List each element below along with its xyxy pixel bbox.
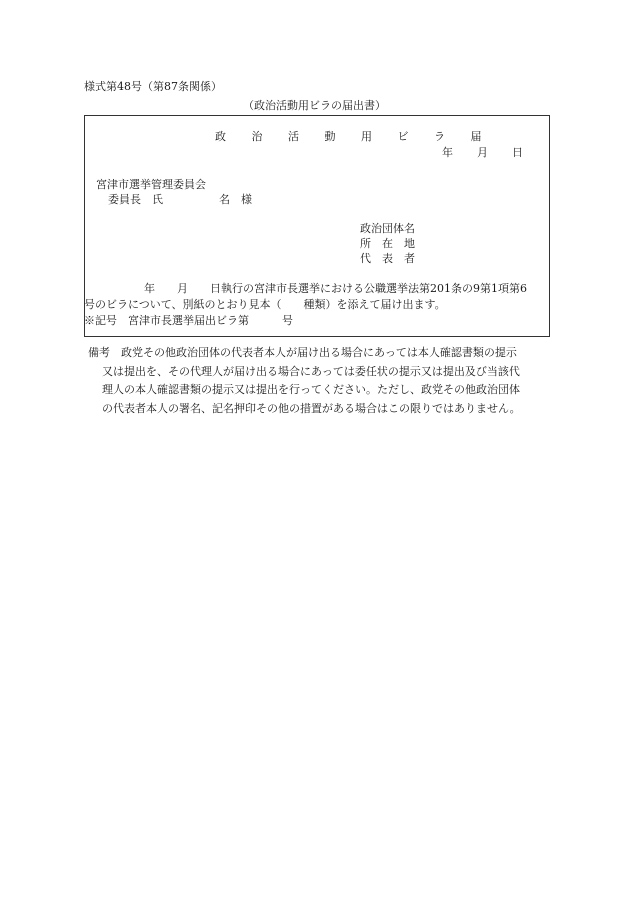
location-label: 所 在 地 xyxy=(360,237,415,250)
addressee-suffix: 名 様 xyxy=(219,193,252,206)
date-day: 日 xyxy=(512,146,523,159)
form-subtitle: （政治活動用ビラの届出書） xyxy=(243,99,386,112)
date-line xyxy=(442,146,523,160)
date-year: 年 xyxy=(442,146,453,159)
form-title: 政 治 活 動 用 ビ ラ 届 xyxy=(215,130,493,143)
note-line-2: 又は提出を、その代理人が届け出る場合にあっては委任状の提示又は提出及び当該代 xyxy=(102,364,520,378)
form-id: 様式第48号（第87条関係） xyxy=(84,80,222,93)
note-line-1: 備考 政党その他政治団体の代表者本人が届け出る場合にあっては本人確認書類の提示 xyxy=(88,346,517,359)
representative-label: 代 表 者 xyxy=(360,252,415,265)
addressee-line xyxy=(108,193,252,207)
addressee-role: 委員長 氏 xyxy=(108,193,163,206)
body-line-2: 号のビラについて、別紙のとおり見本（ 種類）を添えて届け出ます。 xyxy=(84,298,446,311)
body-line-1: 年 月 日執行の宮津市長選挙における公職選挙法第201条の9第1項第6 xyxy=(144,282,527,295)
remarks-note xyxy=(88,344,548,418)
addressee-org: 宮津市選挙管理委員会 xyxy=(96,178,206,191)
record-line: ※記号 宮津市長選挙届出ビラ第 号 xyxy=(84,314,293,327)
date-month: 月 xyxy=(477,146,488,159)
org-name-label: 政治団体名 xyxy=(360,222,415,235)
note-line-3: 理人の本人確認書類の提示又は提出を行ってください。ただし、政党その他政治団体 xyxy=(102,383,520,396)
note-line-4: の代表者本人の署名、記名押印その他の措置がある場合はこの限りではありません。 xyxy=(102,401,521,415)
